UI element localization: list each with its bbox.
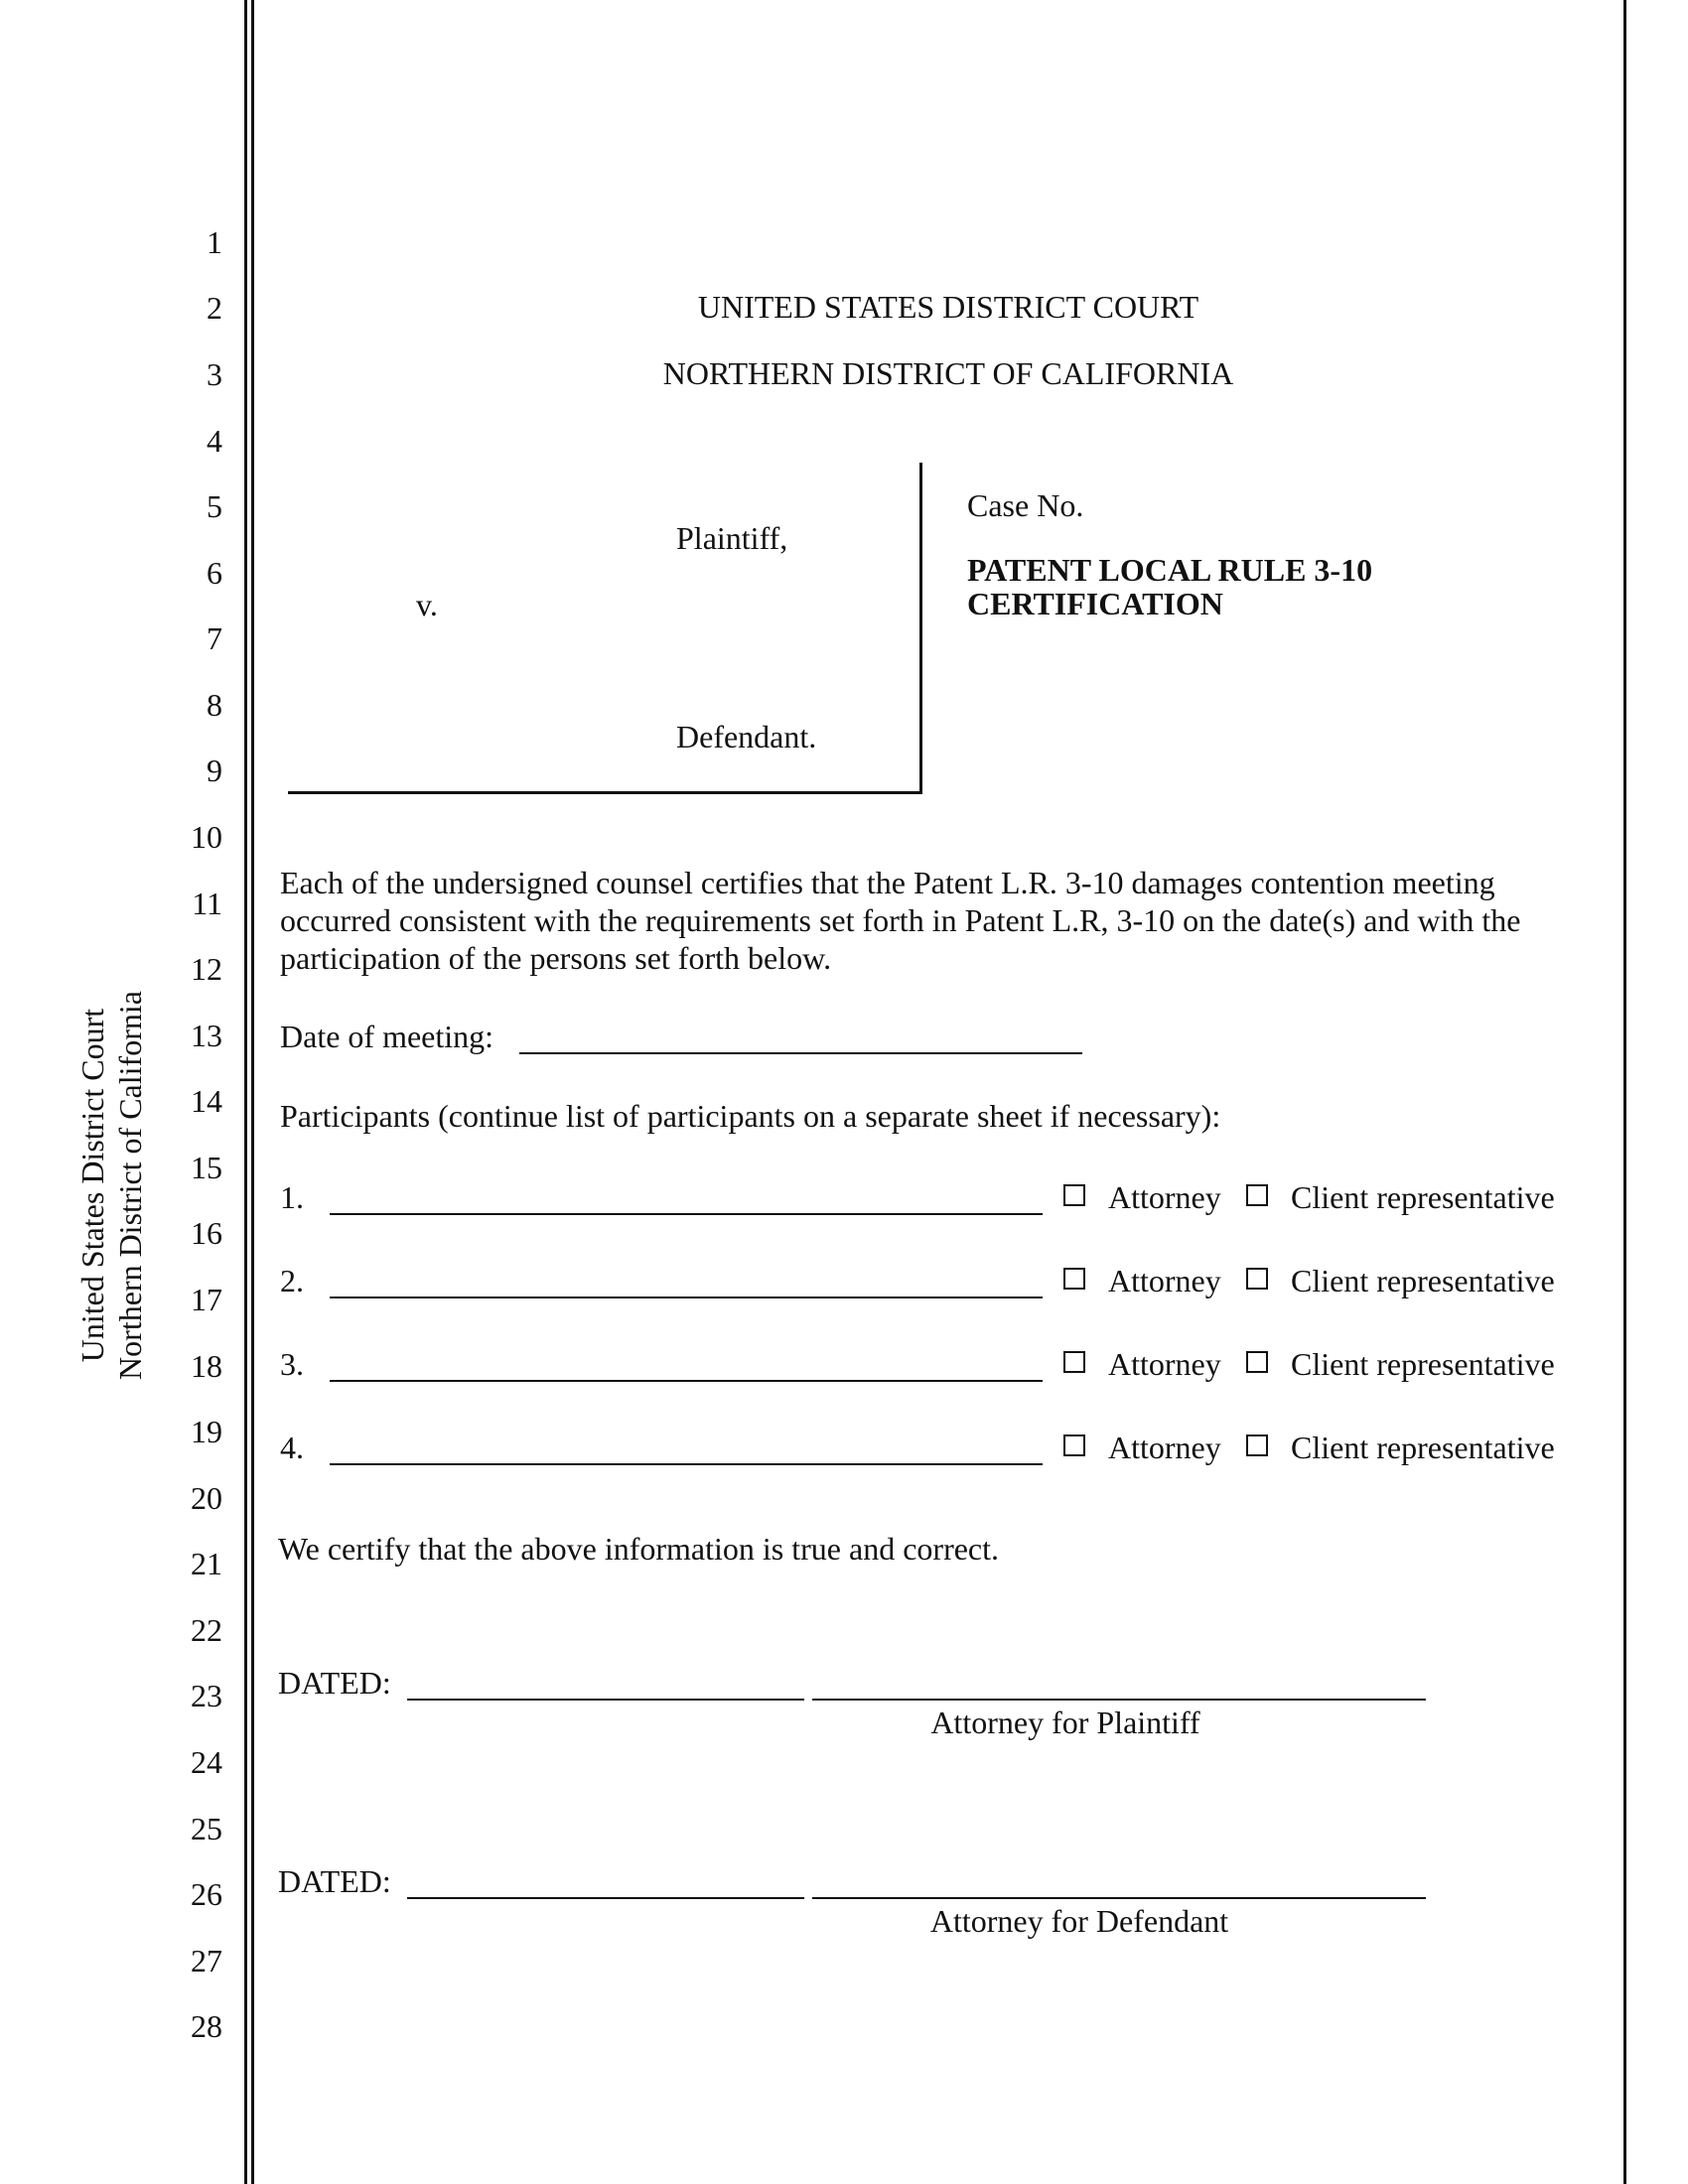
line-number: 19 (191, 1414, 222, 1449)
participant-number: 3. (280, 1346, 304, 1382)
line-number: 16 (191, 1215, 222, 1251)
line-number: 13 (191, 1018, 222, 1053)
dated-label: DATED: (278, 1665, 391, 1701)
line-number: 11 (192, 886, 222, 921)
line-number: 7 (207, 620, 222, 656)
sidebar-line-2: Northern District of California (112, 991, 148, 1380)
participant-number: 4. (280, 1430, 304, 1465)
certification-statement: We certify that the above information is true and correct. (278, 1531, 1000, 1567)
participant-name-field[interactable] (330, 1380, 1043, 1382)
date-of-meeting-label: Date of meeting: (280, 1019, 494, 1054)
certification-paragraph-line-3: participation of the persons set forth below. (280, 940, 832, 976)
document-title-line-1: PATENT LOCAL RULE 3-10 (967, 552, 1373, 588)
versus-label: v. (416, 587, 438, 622)
client-representative-label: Client representative (1291, 1346, 1555, 1382)
participant-name-field[interactable] (330, 1297, 1043, 1298)
line-number: 28 (191, 2008, 222, 2044)
signature-line[interactable] (812, 1897, 1426, 1899)
document-title-line-2: CERTIFICATION (967, 586, 1223, 621)
certification-paragraph-line-2: occurred consistent with the requirements set forth in Patent L.R, 3-10 on the date(s) and with the (280, 902, 1521, 938)
dated-field[interactable] (407, 1897, 804, 1899)
line-number: 9 (207, 752, 222, 788)
client-representative-checkbox[interactable] (1246, 1434, 1268, 1456)
sidebar-line-1: United States District Court (74, 1008, 110, 1363)
signature-role: Attorney for Plaintiff (930, 1705, 1200, 1740)
participant-name-field[interactable] (330, 1213, 1043, 1215)
line-number: 14 (191, 1083, 222, 1119)
attorney-label: Attorney (1108, 1263, 1221, 1298)
attorney-label: Attorney (1108, 1430, 1221, 1465)
attorney-checkbox[interactable] (1063, 1434, 1085, 1456)
line-number: 15 (191, 1150, 222, 1185)
case-number-label: Case No. (967, 487, 1084, 523)
court-name: UNITED STATES DISTRICT COURT (697, 289, 1199, 325)
client-representative-label: Client representative (1291, 1430, 1555, 1465)
participant-number: 1. (280, 1179, 304, 1215)
defendant-label: Defendant. (676, 719, 817, 754)
plaintiff-label: Plaintiff, (676, 520, 788, 556)
client-representative-label: Client representative (1291, 1179, 1555, 1215)
attorney-checkbox[interactable] (1063, 1351, 1085, 1373)
line-number: 20 (191, 1480, 222, 1516)
left-margin-rule-outer (244, 0, 247, 2184)
line-number: 3 (207, 356, 222, 392)
certification-paragraph-line-1: Each of the undersigned counsel certifies that the Patent L.R. 3-10 damages contention meeting (280, 865, 1495, 900)
line-number: 23 (191, 1678, 222, 1713)
client-representative-checkbox[interactable] (1246, 1184, 1268, 1206)
client-representative-label: Client representative (1291, 1263, 1555, 1298)
line-number: 17 (191, 1282, 222, 1317)
client-representative-checkbox[interactable] (1246, 1351, 1268, 1373)
line-number: 26 (191, 1876, 222, 1912)
line-number: 18 (191, 1348, 222, 1384)
caption-box-vertical-rule (919, 463, 922, 794)
dated-label: DATED: (278, 1863, 391, 1899)
line-number: 12 (191, 951, 222, 987)
client-representative-checkbox[interactable] (1246, 1268, 1268, 1290)
attorney-checkbox[interactable] (1063, 1184, 1085, 1206)
line-number: 25 (191, 1811, 222, 1846)
line-number: 21 (191, 1546, 222, 1581)
dated-field[interactable] (407, 1699, 804, 1701)
right-margin-rule (1623, 0, 1626, 2184)
participant-number: 2. (280, 1263, 304, 1298)
attorney-label: Attorney (1108, 1346, 1221, 1382)
district-name: NORTHERN DISTRICT OF CALIFORNIA (662, 355, 1234, 391)
line-number: 24 (191, 1744, 222, 1780)
attorney-checkbox[interactable] (1063, 1268, 1085, 1290)
line-number: 10 (191, 819, 222, 855)
line-number: 1 (207, 224, 222, 260)
participant-name-field[interactable] (330, 1463, 1043, 1465)
court-sidebar-label (73, 991, 149, 1380)
participants-label: Participants (continue list of participants on a separate sheet if necessary): (280, 1098, 1221, 1134)
caption-box-bottom-rule (288, 791, 922, 794)
line-number: 5 (207, 488, 222, 524)
signature-line[interactable] (812, 1699, 1426, 1701)
line-number: 4 (207, 423, 222, 459)
date-of-meeting-field[interactable] (519, 1052, 1082, 1054)
line-number: 6 (207, 555, 222, 591)
left-margin-rule-inner (251, 0, 254, 2184)
attorney-label: Attorney (1108, 1179, 1221, 1215)
line-number: 2 (207, 290, 222, 326)
line-number: 27 (191, 1943, 222, 1979)
line-number: 8 (207, 687, 222, 723)
line-number: 22 (191, 1612, 222, 1648)
signature-role: Attorney for Defendant (929, 1903, 1229, 1939)
